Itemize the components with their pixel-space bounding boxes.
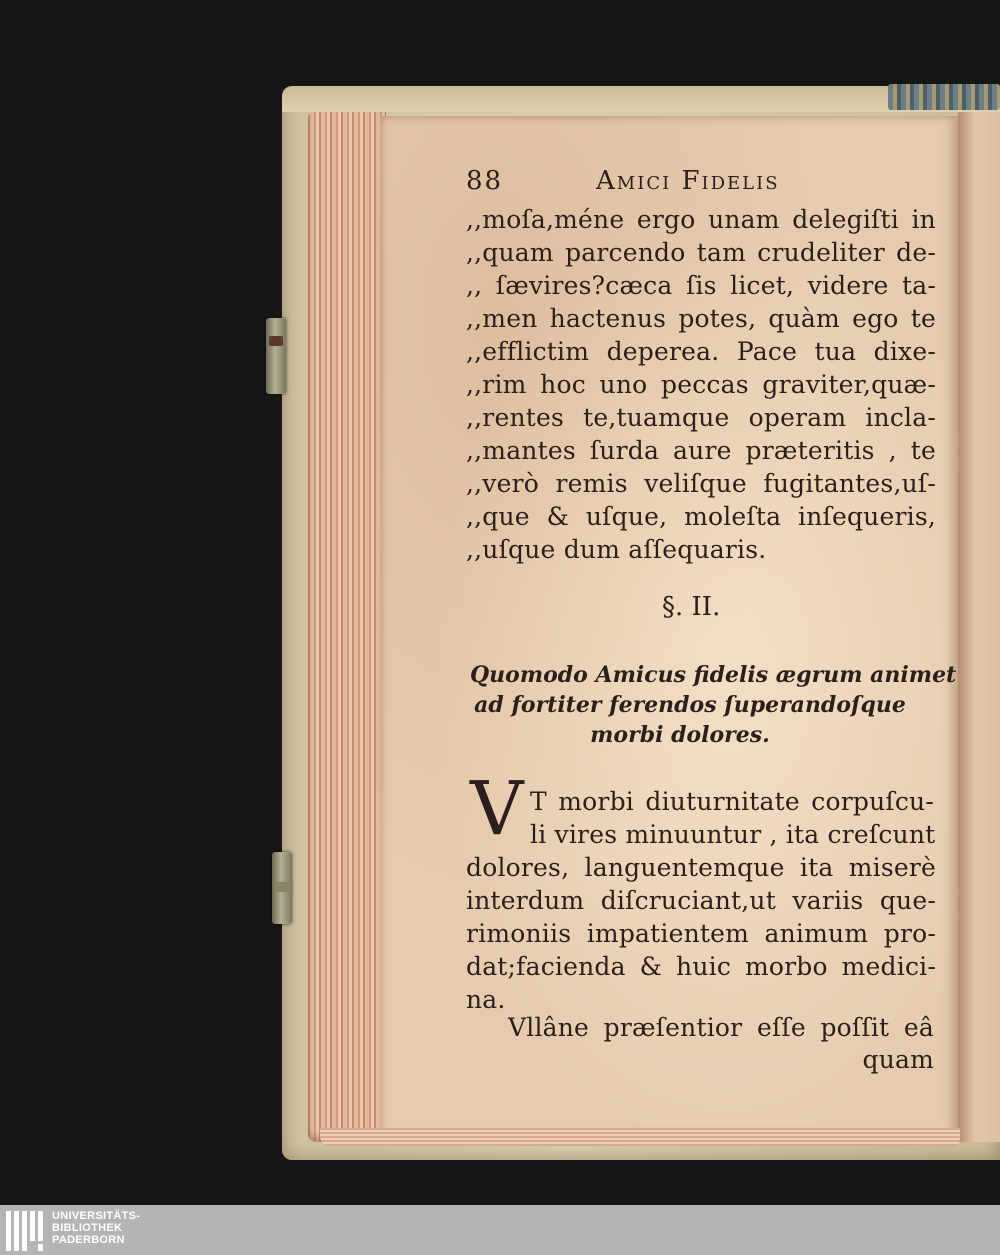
text-line: ,,uſque dum aſſequaris. — [466, 535, 767, 564]
library-name — [52, 1210, 140, 1246]
library-footer — [0, 1205, 1000, 1255]
section-heading-line: Quomodo Amicus fidelis ægrum animet — [470, 662, 957, 688]
page-bottom-edge — [320, 1128, 960, 1146]
page-edges — [308, 112, 386, 1142]
catchword: quam — [862, 1045, 934, 1074]
book-page — [380, 116, 958, 1136]
drop-cap-initial: V — [470, 766, 524, 852]
library-name-line: UNIVERSITÄTS- — [52, 1210, 141, 1222]
clasp-pin-icon — [275, 882, 289, 892]
text-line: ,,mantes ſurda aure præteritis , te — [466, 436, 936, 465]
text-line: ,,moſa,méne ergo unam delegiſti in — [466, 205, 936, 234]
text-line: ,,rim hoc uno peccas graviter,quæ- — [466, 370, 936, 399]
text-line: li vires minuuntur , ita creſcunt — [530, 820, 936, 849]
text-line: ,,verò remis veliſque fugitantes,uſ- — [466, 469, 936, 498]
section-mark: §. II. — [662, 592, 721, 622]
section-heading-line: morbi dolores. — [590, 722, 770, 748]
text-line: Vllâne præſentior eſſe poſſit eâ — [508, 1013, 934, 1042]
text-line: T morbi diuturnitate corpuſcu- — [530, 787, 934, 816]
page-number: 88 — [466, 166, 504, 196]
running-head — [466, 166, 886, 196]
library-logo-icon — [6, 1211, 46, 1251]
text-line: rimoniis impatientem animum pro- — [466, 919, 936, 948]
clasp-top-icon — [266, 318, 286, 394]
section-heading-line: ad fortiter ferendos ſuperandoſque — [474, 692, 906, 718]
text-line: dat;facienda & huic morbo medici- — [466, 952, 936, 981]
facing-page-edge — [958, 112, 1000, 1142]
text-line: ,,quam parcendo tam crudeliter de- — [466, 238, 936, 267]
text-line: na. — [466, 985, 506, 1014]
book-headband — [888, 84, 1000, 110]
library-name-line: BIBLIOTHEK — [52, 1222, 123, 1234]
clasp-bottom-icon — [272, 852, 292, 924]
clasp-pin-icon — [269, 336, 283, 346]
text-line: dolores, languentemque ita miserè — [466, 853, 936, 882]
running-title: Amici Fidelis — [596, 166, 780, 196]
text-line: ,,efflictim deperea. Pace tua dixe- — [466, 337, 936, 366]
text-line: interdum diſcruciant,ut variis que- — [466, 886, 936, 915]
library-name-line: PADERBORN — [52, 1234, 125, 1246]
text-line: ,, ſævires?cæca ſis licet, videre ta- — [466, 271, 936, 300]
text-line: ,,rentes te,tuamque operam incla- — [466, 403, 936, 432]
text-line: ,,que & uſque, moleſta inſequeris, — [466, 502, 936, 531]
text-line: ,,men hactenus potes, quàm ego te — [466, 304, 936, 333]
